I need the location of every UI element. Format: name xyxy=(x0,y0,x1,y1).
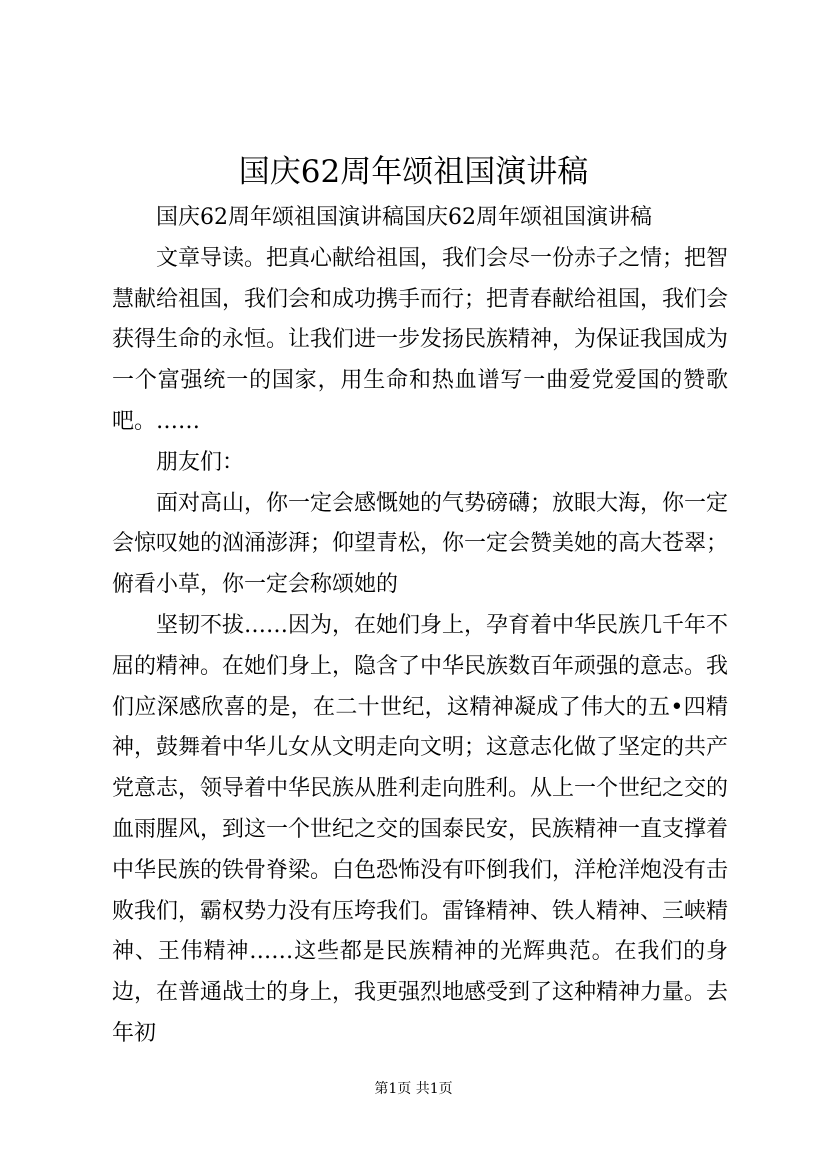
paragraph: 文章导读。把真心献给祖国，我们会尽一份赤子之情；把智慧献给祖国，我们会和成功携手而行；把青春献给祖国，我们会获得生命的永恒。让我们进一步发扬民族精神，为保证我国成为一个富强统一的国家，用生命和热血谱写一曲爱党爱国的赞歌吧。…… xyxy=(112,245,729,434)
document-body xyxy=(112,198,728,1055)
document-title: 国庆62周年颂祖国演讲稿 xyxy=(238,154,589,190)
paragraph: 国庆62周年颂祖国演讲稿国庆62周年颂祖国演讲稿 xyxy=(156,205,652,230)
paragraph: 面对高山，你一定会感慨她的气势磅礴；放眼大海，你一定会惊叹她的汹涌澎湃；仰望青松，你一定会赞美她的高大苍翠；俯看小草，你一定会称颂她的 xyxy=(112,490,729,598)
page-footer: 第1页 共1页 xyxy=(374,1081,453,1097)
paragraph: 坚韧不拔……因为，在她们身上，孕育着中华民族几千年不屈的精神。在她们身上，隐含了中华民族数百年顽强的意志。我们应深感欣喜的是，在二十世纪，这精神凝成了伟大的五•四精神，鼓舞着中华儿女从文明走向文明；这意志化做了坚定的共产党意志，领导着中华民族从胜利走向胜利。从上一个世纪之交的血雨腥风，到这一个世纪之交的国泰民安，民族精神一直支撑着中华民族的铁骨脊梁。白色恐怖没有吓倒我们，洋枪洋炮没有击败我们，霸权势力没有压垮我们。雷锋精神、铁人精神、三峡精神、王伟精神……这些都是民族精神的光辉典范。在我们的身边，在普通战士的身上，我更强烈地感受到了这种精神力量。去年初 xyxy=(112,612,729,1046)
paragraph: 朋友们： xyxy=(156,449,245,475)
